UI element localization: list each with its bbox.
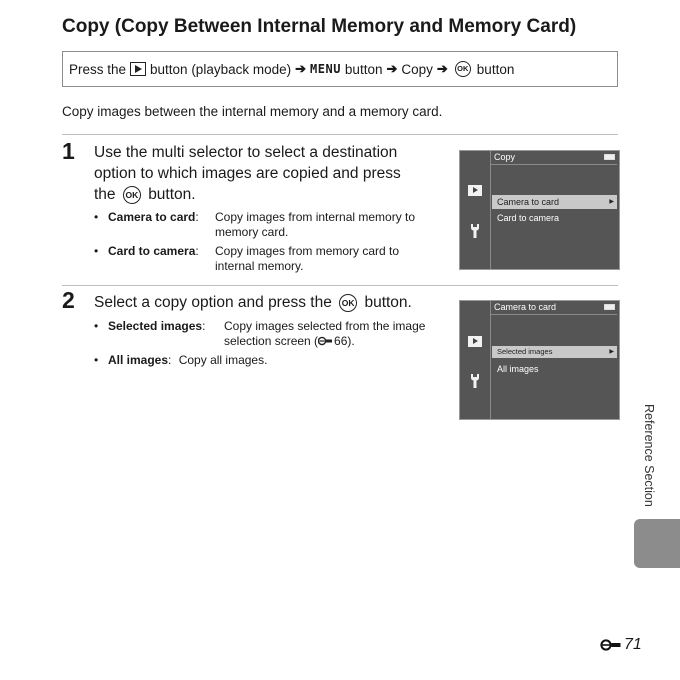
menu-item-card-to-camera[interactable]: Card to camera	[497, 213, 560, 223]
reference-section-icon	[600, 639, 622, 651]
end-button-text: button	[476, 61, 515, 77]
camera-screen-camera-to-card	[459, 300, 620, 420]
menu-button-word: MENU	[310, 62, 341, 76]
arrow-icon: ➔	[295, 61, 307, 76]
playback-mode-text: button (playback mode)	[150, 61, 292, 77]
bullet-term: All images	[108, 353, 169, 367]
step-line-start: Select a copy option and press the	[94, 294, 332, 311]
step-line-end: button.	[148, 186, 196, 203]
bullet-desc: Copy images from internal memory to	[215, 210, 416, 224]
bullet-desc: memory card.	[215, 225, 289, 239]
playback-icon	[468, 185, 482, 196]
step-line-start: the	[94, 186, 116, 203]
bullet-desc: internal memory.	[215, 259, 304, 273]
reference-section-icon	[318, 336, 334, 346]
bullet-item: • Selected images: Copy images selected from the image selection screen ( 66).	[94, 319, 426, 348]
menu-path-box	[62, 51, 618, 87]
camera-screen-copy	[459, 150, 620, 270]
bullet-desc: Copy images selected from the image	[224, 319, 426, 333]
copy-menu-word: Copy	[401, 61, 433, 77]
battery-icon	[604, 154, 615, 160]
wrench-icon	[469, 223, 481, 239]
menu-item-selected-images[interactable]: Selected images ▶	[492, 346, 617, 358]
divider	[62, 134, 618, 135]
ok-button-icon: OK	[455, 61, 471, 77]
step-line	[94, 184, 444, 205]
page-number: 71	[600, 636, 642, 654]
section-side-label: Reference Section	[642, 404, 656, 507]
section-tab	[634, 519, 680, 568]
playback-button-icon	[130, 62, 146, 76]
intro-text: Copy images between the internal memory and a memory card.	[62, 104, 443, 119]
divider	[62, 285, 618, 286]
step-instruction	[94, 292, 444, 313]
arrow-right-icon: ▶	[609, 349, 614, 355]
step-number: 2	[62, 287, 75, 313]
bullet-desc: selection screen ( 66).	[224, 334, 355, 348]
playback-icon	[468, 336, 482, 347]
step-line-end: button.	[364, 294, 412, 311]
bullet-term: Selected images	[108, 319, 203, 333]
page-title: Copy (Copy Between Internal Memory and Memory Card)	[62, 16, 577, 37]
bullet-term: Camera to card	[108, 210, 196, 224]
step-line: option to which images are copied and press	[94, 165, 401, 182]
bullet-term: Card to camera	[108, 244, 196, 258]
bullet-desc: Copy all images.	[178, 353, 268, 367]
bullet-desc: Copy images from memory card to	[215, 244, 400, 258]
bullet-item: • All images: Copy all images.	[94, 353, 268, 367]
ok-button-icon: OK	[339, 294, 357, 312]
bullet-item: • Card to camera: Copy images from memory card to internal memory.	[94, 244, 400, 273]
menu-item-camera-to-card[interactable]: Camera to card ▶	[492, 195, 617, 209]
menu-item-all-images[interactable]: All images	[497, 364, 539, 374]
ok-button-icon: OK	[123, 186, 141, 204]
screen-header: Copy	[494, 152, 516, 162]
step-instruction	[94, 142, 444, 205]
menu-button-text: button	[344, 61, 383, 77]
step-number: 1	[62, 138, 75, 164]
arrow-right-icon: ▶	[609, 199, 614, 205]
step-line: Use the multi selector to select a destination	[94, 144, 398, 161]
press-the-text: Press the	[69, 61, 127, 77]
arrow-icon: ➔	[436, 61, 448, 76]
wrench-icon	[469, 373, 481, 389]
screen-header: Camera to card	[494, 302, 557, 312]
bullet-item: • Camera to card: Copy images from internal memory to memory card.	[94, 210, 416, 239]
arrow-icon: ➔	[386, 61, 398, 76]
battery-icon	[604, 304, 615, 310]
